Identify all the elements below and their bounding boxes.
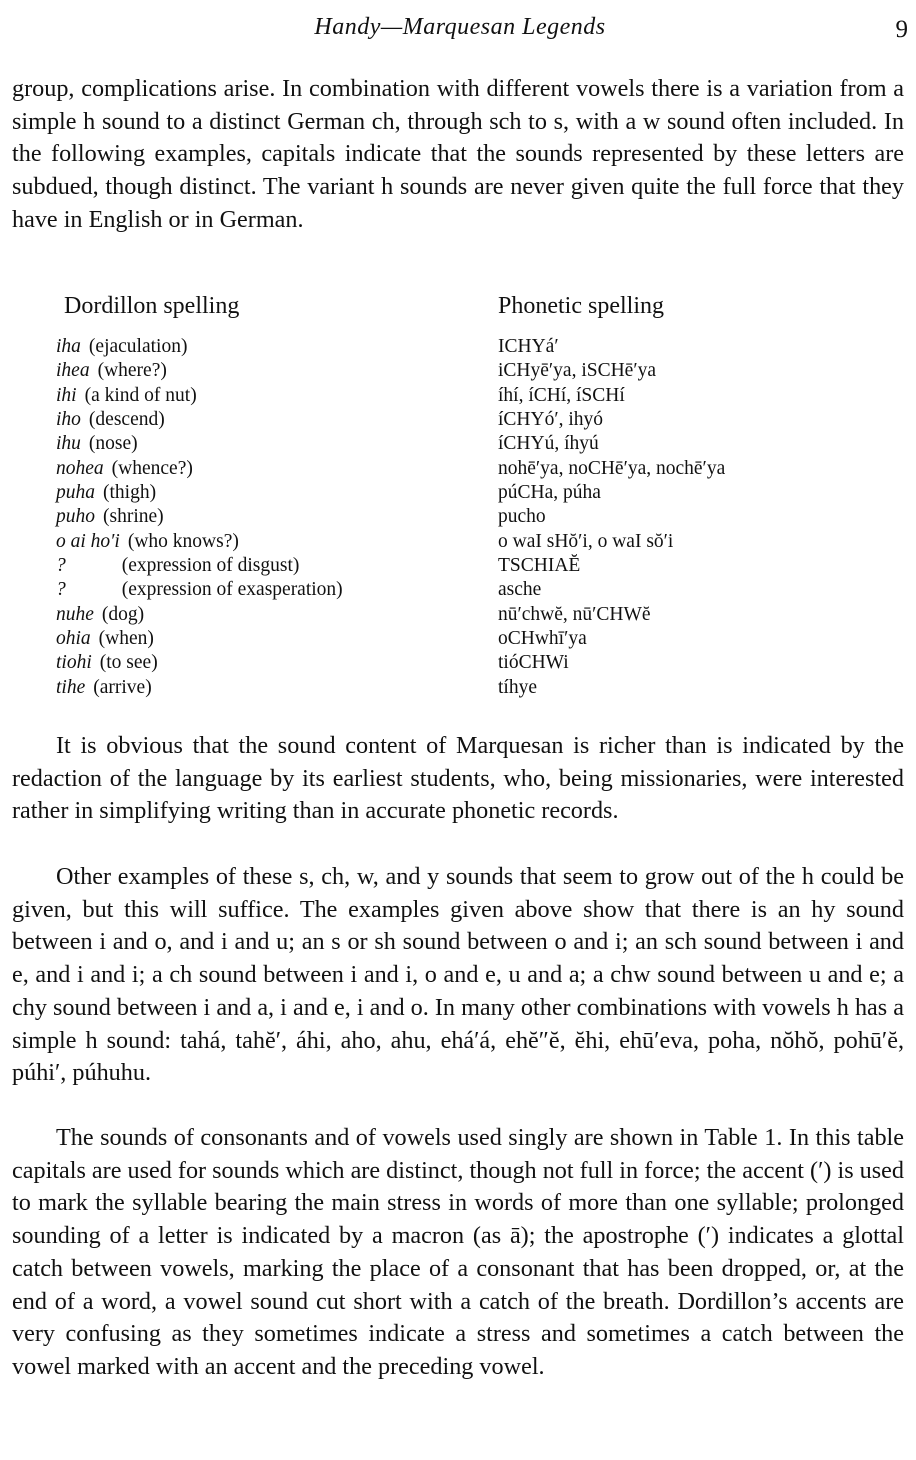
dordillon-entry xyxy=(56,359,167,383)
dordillon-word: ihi xyxy=(56,384,77,406)
english-gloss: (thigh) xyxy=(103,482,157,504)
table-row xyxy=(56,627,816,651)
phonetic-spelling: íCHYó′, ihyó xyxy=(498,409,604,431)
english-gloss: (who knows?) xyxy=(127,530,239,552)
phonetic-spelling: TSCHIAĔ xyxy=(498,555,581,577)
phonetic-spelling: púCHa, púha xyxy=(498,482,601,504)
english-gloss: (ejaculation) xyxy=(88,336,188,357)
phonetic-spelling: nohē′ya, noCHē′ya, nochē′ya xyxy=(498,457,726,479)
table-row xyxy=(56,578,816,602)
dordillon-entry xyxy=(56,554,299,578)
dordillon-word: o ai ho′i xyxy=(56,530,120,552)
dordillon-entry xyxy=(56,651,158,675)
dordillon-word: nuhe xyxy=(56,603,94,625)
table-row xyxy=(56,432,816,456)
dordillon-word: tihe xyxy=(56,676,86,698)
table-row xyxy=(56,530,816,554)
paragraph-examples: Other examples of these s, ch, w, and y sounds that seem to grow out of the h could be given, but this will suffice. The examples given above show that there is an hy sound between i and o, and i and u; an s or sh sound between o and i; an sch sound between i and e, and i and i; a ch sound between i and i, o and e, u and a; a chw sound between u and e; a chy sound between i and a, i and e, i and o. In many other combinations with vowels h has a simple h sound: tahá, tahĕ′, áhi, aho, ahu, ehá′á, ehĕ″ĕ, ĕhi, ehū′eva, poha, nŏhŏ, pohū′ĕ, púhi′, púhuhu. xyxy=(12,863,904,1087)
english-gloss: (where?) xyxy=(97,360,167,382)
dordillon-entry xyxy=(56,481,156,505)
phonetic-spelling: tióCHWi xyxy=(498,652,569,674)
page-number: 9 xyxy=(895,16,908,43)
dordillon-word: nohea xyxy=(56,457,104,479)
english-gloss: (to see) xyxy=(99,652,158,674)
table-row xyxy=(56,603,816,627)
english-gloss: (expression of disgust) xyxy=(121,555,300,577)
phonetic-spelling: pucho xyxy=(498,506,546,528)
dordillon-word: ? xyxy=(56,579,66,601)
dordillon-word: ohia xyxy=(56,628,91,650)
dordillon-entry xyxy=(56,457,193,481)
dordillon-word: tiohi xyxy=(56,652,92,674)
dordillon-entry xyxy=(56,432,138,456)
table-row xyxy=(56,676,816,700)
english-gloss: (arrive) xyxy=(93,676,152,698)
dordillon-word: puha xyxy=(56,482,95,504)
phonetic-spelling: iCHyē′ya, iSCHē′ya xyxy=(498,360,657,382)
table-row xyxy=(56,505,816,529)
phonetic-spelling: íhí, íCHí, íSCHí xyxy=(498,384,625,406)
dordillon-entry xyxy=(56,408,165,432)
phonetic-spelling: tíhye xyxy=(498,676,537,698)
dordillon-entry xyxy=(56,603,144,627)
english-gloss: (expression of exasperation) xyxy=(121,579,343,601)
dordillon-word: iha xyxy=(56,336,81,357)
english-gloss: (dog) xyxy=(101,603,145,625)
english-gloss: (shrine) xyxy=(103,506,164,528)
dordillon-entry xyxy=(56,335,187,359)
dordillon-word: ihea xyxy=(56,360,90,382)
table-row xyxy=(56,481,816,505)
table-row xyxy=(56,359,816,383)
dordillon-word: ihu xyxy=(56,433,81,455)
column-header-dordillon: Dordillon spelling xyxy=(64,293,240,319)
dordillon-entry xyxy=(56,627,154,651)
dordillon-word: ? xyxy=(56,555,66,577)
english-gloss: (descend) xyxy=(88,409,165,431)
english-gloss: (whence?) xyxy=(111,457,193,479)
paragraph-sound-content: It is obvious that the sound content of Marquesan is richer than is indicated by the redaction of the language by its earliest students, who, being missionaries, were interested rather in simplifying writing than in accurate phonetic records. xyxy=(12,732,904,825)
dordillon-word: puho xyxy=(56,506,95,528)
page-header xyxy=(12,10,908,46)
english-gloss: (a kind of nut) xyxy=(84,384,197,406)
phonetic-spelling: oCHwhī′ya xyxy=(498,628,587,650)
running-title: Handy—Marquesan Legends xyxy=(314,14,606,40)
column-header-phonetic: Phonetic spelling xyxy=(498,293,664,319)
dordillon-entry xyxy=(56,676,152,700)
table-row xyxy=(56,651,816,675)
dordillon-entry xyxy=(56,505,164,529)
table-row xyxy=(56,408,816,432)
phonetic-spelling: íCHYú, íhyú xyxy=(498,433,599,455)
phonetic-spelling: nū′chwĕ, nū′CHWĕ xyxy=(498,603,651,625)
table-row xyxy=(56,554,816,578)
dordillon-entry xyxy=(56,384,197,408)
paragraph-table-notes: The sounds of consonants and of vowels used singly are shown in Table 1. In this table capitals are used for sounds which are distinct, though not full in force; the accent (′) is used to mark the syllable bearing the main stress in words of more than one syllable; prolonged sounding of a letter is indicated by a macron (as ā); the apostrophe (′) indicates a glottal catch between vowels, marking the place of a consonant that has been dropped, or, at the end of a word, a vowel sound cut short with a catch of the breath. Dordillon’s accents are very confusing as they sometimes indicate a stress and sometimes a catch between the vowel marked with an accent and the preceding vowel. xyxy=(12,1124,904,1380)
phonetic-spelling: ICHYá′ xyxy=(498,336,559,357)
spelling-table-rows xyxy=(56,335,816,700)
phonetic-spelling: o waI sHŏ′i, o waI sŏ′i xyxy=(498,530,674,552)
dordillon-word: iho xyxy=(56,409,81,431)
phonetic-spelling: asche xyxy=(498,579,542,601)
table-row xyxy=(56,384,816,408)
table-row xyxy=(56,457,816,481)
dordillon-entry xyxy=(56,530,239,554)
english-gloss: (when) xyxy=(98,628,154,650)
paragraph-intro: group, complications arise. In combination with different vowels there is a variation from a simple h sound to a distinct German ch, through sch to s, with a w sound often included. In the following examples, capitals indicate that the sounds represented by these letters are subdued, though distinct. The variant h sounds are never given quite the full force that they have in English or in German. xyxy=(12,75,904,233)
dordillon-entry xyxy=(56,578,343,602)
table-row xyxy=(56,335,816,359)
english-gloss: (nose) xyxy=(88,433,138,455)
